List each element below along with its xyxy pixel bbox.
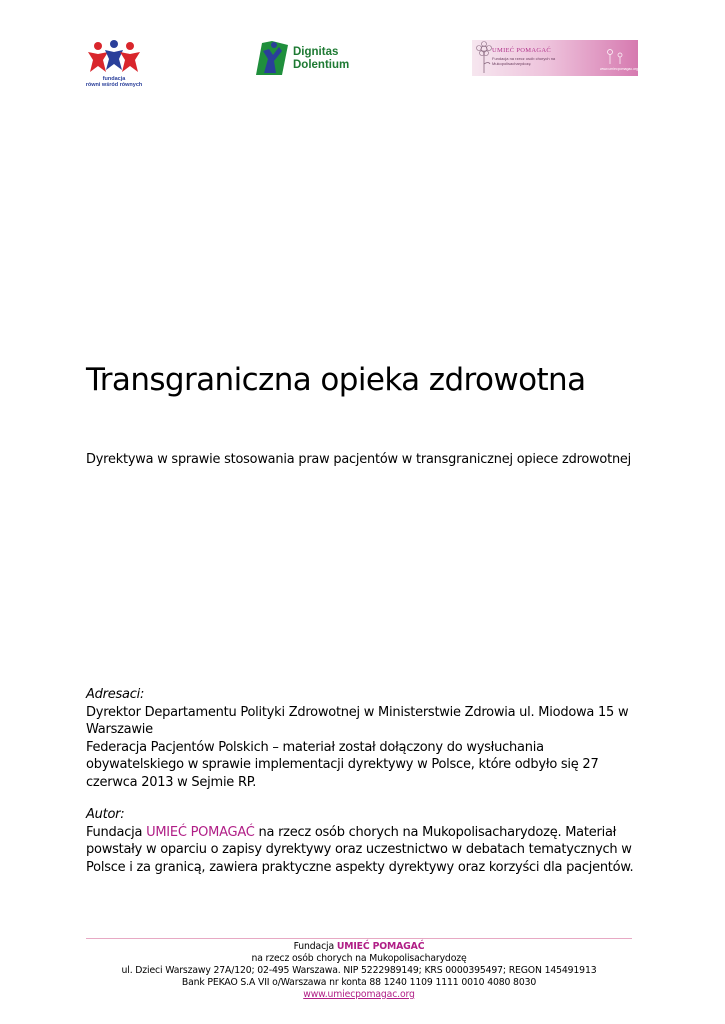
dignitas-logo-text (293, 46, 349, 72)
small-flowers-icon (602, 46, 632, 66)
dignitas-text-line: Dolentium (293, 59, 350, 71)
umiec-pomagac-logo-url: www.umiecpomagac.org (600, 67, 639, 71)
footer-line (86, 941, 632, 953)
author-section (86, 806, 646, 876)
addressees-line: Warszawie (86, 722, 153, 738)
document-subtitle: Dyrektywa w sprawie stosowania praw pacjentów w transgranicznej opiece zdrowotnej (86, 452, 632, 467)
fundacja-logo-caption (74, 76, 154, 88)
footer-brand: UMIEĆ POMAGAĆ (336, 941, 425, 952)
footer-website-link[interactable]: www.umiecpomagac.org (303, 988, 415, 1000)
footer-bank: Bank PEKAO S.A VII o/Warszawa nr konta 88 1240 1109 1111 0010 4080 8030 (181, 976, 537, 988)
addressees-line: obywatelskiego w sprawie implementacji dyrektywy w Polsce, które odbyło się 27 (86, 757, 599, 773)
author-prefix: Fundacja (86, 824, 147, 840)
author-foundation-name: UMIEĆ POMAGAĆ (146, 824, 255, 840)
footer-address: ul. Dzieci Warszawy 27A/120; 02-495 Warszawa. NIP 5222989149; KRS 0000395497; REGON 145491913 (121, 964, 597, 976)
author-line (86, 824, 646, 842)
addressees-line: Dyrektor Departamentu Polityki Zdrowotnej w Ministerstwie Zdrowia ul. Miodowa 15 w (86, 704, 629, 720)
footer-divider (86, 938, 632, 939)
author-line: powstały w oparciu o zapisy dyrektywy oraz uczestnictwo w debatach tematycznych w (86, 842, 632, 858)
document-title: Transgraniczna opieka zdrowotna (86, 362, 586, 398)
addressees-line: Federacja Pacjentów Polskich – materiał został dołączony do wysłuchania (86, 739, 544, 755)
addressees-section (86, 686, 646, 792)
people-figures-icon (78, 38, 150, 78)
fundacja-caption-line: równi wśród równych (85, 82, 143, 88)
footer-prefix: Fundacja (293, 941, 337, 952)
addressees-label: Adresaci: (86, 687, 145, 702)
author-suffix: na rzecz osób chorych na Mukopolisacharydozę. Materiał (254, 824, 617, 840)
footer (86, 941, 632, 1001)
flower-icon (474, 40, 494, 76)
fundacja-caption-line: fundacja (102, 76, 126, 82)
dignitas-text-line: Dignitas (293, 46, 339, 58)
umiec-pomagac-logo-title: UMIEĆ POMAGAĆ (492, 47, 551, 54)
author-label: Autor: (86, 807, 125, 822)
footer-line: na rzecz osób chorych na Mukopolisacharydozę (251, 952, 467, 964)
addressees-line: czerwca 2013 w Sejmie RP. (86, 774, 257, 790)
umiec-pomagac-logo-subtitle: Fundacja na rzecz osób chorych na Mukopolisacharydozę (492, 56, 556, 66)
author-line: Polsce i za granicą, zawiera praktyczne aspekty dyrektywy oraz korzyści dla pacjentów. (86, 859, 634, 875)
dignitas-figure-icon (252, 39, 292, 77)
